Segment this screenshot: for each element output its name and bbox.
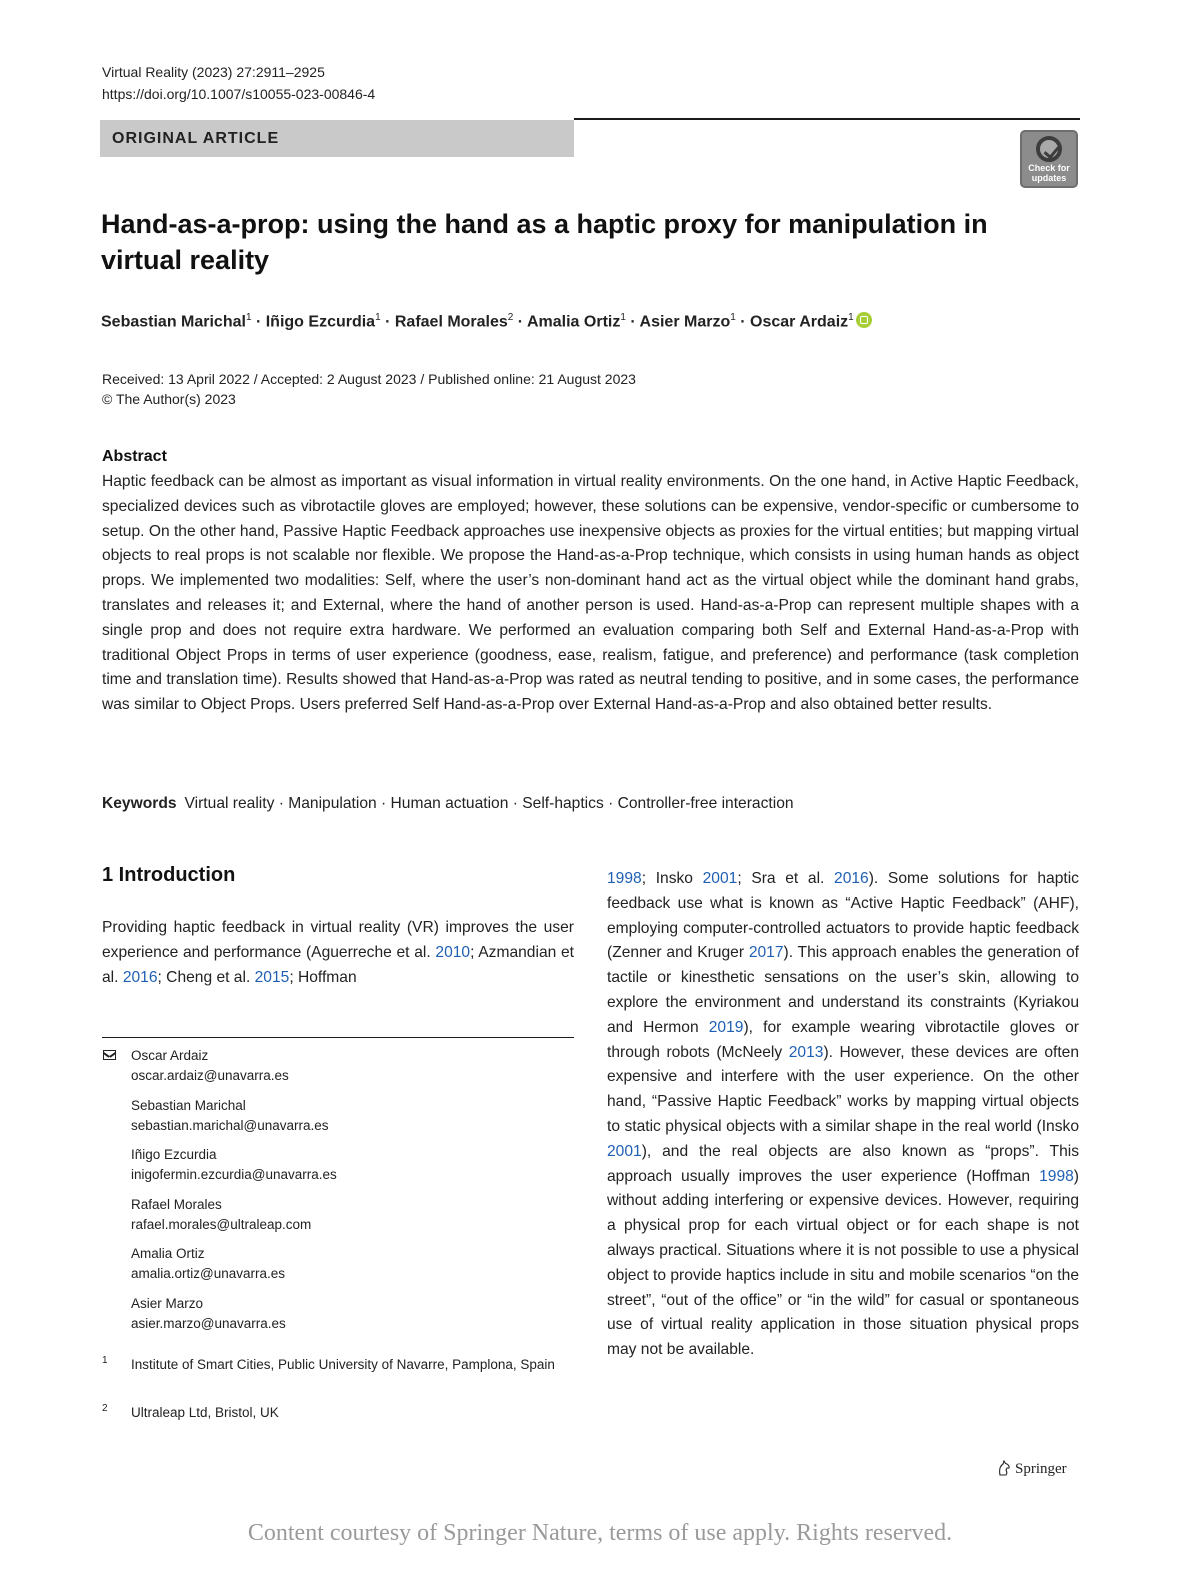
contact-name: Asier Marzo (131, 1295, 204, 1311)
check-updates-label: Check for updates (1028, 163, 1070, 183)
contact-entry (102, 1195, 574, 1235)
affiliation-text: Ultraleap Ltd, Bristol, UK (131, 1405, 279, 1420)
body-text: Providing haptic feedback in virtual reality (VR) improves the user experience and performance (Aguerreche et al. (102, 919, 574, 961)
contact-divider (102, 1037, 574, 1038)
affiliation-2 (102, 1402, 574, 1423)
springer-wordmark: Springer (1015, 1461, 1067, 1477)
affiliation-number: 1 (102, 1355, 108, 1366)
author-name[interactable]: Asier Marzo (639, 313, 731, 331)
copyright-notice: © The Author(s) 2023 (102, 391, 236, 407)
body-text: ). Some solutions for haptic feedback use what is known as “Active Haptic Feedback” (AHF), employing computer-controlled actuators to provide haptic feedback (Zenner and Kruger (607, 870, 1079, 962)
contact-email-link[interactable]: inigofermin.ezcurdia@unavarra.es (131, 1167, 337, 1183)
mail-icon (103, 1050, 116, 1060)
abstract-body: Haptic feedback can be almost as important as visual information in virtual reality environments. On the one hand, in Active Haptic Feedback, specialized devices such as vibrotactile gloves are employed; however, these solutions can be expensive, vendor-specific or cumbersome to setup. On the other hand, Passive Haptic Feedback approaches use inexpensive objects as proxies for the virtual entities; but mapping virtual objects to real props is not scalable nor flexible. We propose the Hand-as-a-Prop technique, which consists in using human hands as object props. We implemented two modalities: Self, where the user’s non-dominant hand act as the virtual object while the dominant hand grabs, translates and releases it; and External, where the hand of another person is used. Hand-as-a-Prop can represent multiple shapes with a single prop and does not require extra hardware. We performed an evaluation comparing both Self and External Hand-as-a-Prop with traditional Object Props in terms of user experience (goodness, ease, realism, fatigue, and preference) and performance (task completion time and translation time). Results showed that Hand-as-a-Prop was rated as neutral tending to positive, and in some cases, the performance was similar to Object Props. Users preferred Self Hand-as-a-Prop over External Hand-as-a-Prop and also obtained better results. (102, 473, 1079, 714)
check-updates-icon (1036, 136, 1062, 162)
contact-name: Amalia Ortiz (131, 1246, 205, 1262)
body-text: ). This approach enables the generation of tactile or kinesthetic sensations on the user’s skin, allowing to explore the environment and understand its constraints (Kyriakou and Hermon (607, 944, 1080, 1036)
author-affiliation-mark: 1 (730, 312, 736, 323)
body-text: ; Azmandian et al. (102, 943, 575, 986)
contact-name: Sebastian Marichal (131, 1097, 246, 1113)
body-text: ), and the real objects are also known as “props”. This approach usually improves the user experience (Hoffman (607, 1142, 1079, 1185)
springer-logo (997, 1460, 1067, 1478)
author-affiliation-mark: 1 (620, 312, 626, 323)
contact-email-link[interactable]: amalia.ortiz@unavarra.es (131, 1266, 286, 1282)
springer-horse-icon (997, 1460, 1011, 1476)
author-affiliation-mark: 2 (507, 312, 514, 323)
citation-year-link[interactable]: 2019 (708, 1018, 744, 1036)
body-text: ; Cheng et al. (157, 968, 255, 986)
body-text: ; Hoffman (289, 968, 357, 986)
journal-citation: Virtual Reality (2023) 27:2911–2925 (102, 64, 325, 80)
contact-email-link[interactable]: sebastian.marichal@unavarra.es (131, 1117, 329, 1133)
orcid-icon[interactable] (856, 312, 872, 328)
body-text: ) without adding interfering or expensive devices. However, requiring a physical prop for each virtual object or for each shape is not always practical. Situations where it is not possible to use a physical object to provide haptics include in situ and mobile scenarios “on the street”, “out of the office” or “in the wild” for casual or spontaneous use of virtual reality application in those situation physical props may not be available. (607, 1167, 1079, 1359)
section-heading-introduction: 1 Introduction (102, 864, 236, 886)
contact-entry (102, 1244, 574, 1284)
affiliation-1 (102, 1354, 574, 1375)
intro-column-left (102, 916, 574, 990)
citation-year-link[interactable]: 2001 (607, 1142, 642, 1160)
courtesy-watermark: Content courtesy of Springer Nature, terms of use apply. Rights reserved. (247, 1520, 953, 1546)
body-text: ). However, these devices are often expensive and interfere with the user experience. On the other hand, “Passive Haptic Feedback” works by mapping virtual objects to static physical objects with a similar shape in the real world (Insko (607, 1043, 1079, 1135)
article-type-band: ORIGINAL ARTICLE (100, 120, 574, 157)
check-for-updates-button[interactable] (1020, 130, 1078, 188)
body-text: ), for example wearing vibrotactile gloves or through robots (McNeely (607, 1018, 1079, 1061)
author-affiliation-mark: 1 (375, 312, 381, 323)
body-text: ; Sra et al. (737, 870, 835, 887)
contact-name: Iñigo Ezcurdia (131, 1147, 217, 1163)
intro-column-right (607, 867, 1079, 1363)
contact-email-link[interactable]: oscar.ardaiz@unavarra.es (131, 1068, 289, 1083)
affiliation-number: 2 (102, 1403, 108, 1414)
paper-title: Hand-as-a-prop: using the hand as a haptic proxy for manipulation in virtual reality (101, 209, 988, 275)
author-name[interactable]: Iñigo Ezcurdia (265, 313, 376, 331)
header-rule (574, 118, 1080, 120)
author-name[interactable]: Oscar Ardaiz (750, 313, 849, 331)
author-contacts (102, 1046, 574, 1344)
contact-name: Rafael Morales (131, 1196, 222, 1212)
citation-year-link[interactable]: 1998 (1039, 1167, 1074, 1185)
author-list: Sebastian Marichal$^1$ · Iñigo Ezcurdia$^1$ · Rafael Morales$^2$ · Amalia Ortiz$^1$ · Asier Marzo$^1$ · Oscar Ardaiz$^1$ (101, 312, 872, 331)
contact-email-link[interactable]: asier.marzo@unavarra.es (131, 1315, 286, 1331)
contact-name: Oscar Ardaiz (131, 1048, 209, 1063)
contact-email-link[interactable]: rafael.morales@ultraleap.com (131, 1216, 312, 1232)
citation-year-link[interactable]: 2010 (435, 943, 471, 961)
keywords-label: Keywords (102, 795, 177, 812)
author-affiliation-mark: 1 (848, 312, 854, 323)
abstract-heading: Abstract (102, 448, 167, 465)
keywords (102, 795, 794, 813)
contact-entry (102, 1145, 574, 1185)
citation-year-link[interactable]: 2017 (748, 944, 784, 962)
citation-year-link[interactable]: 2016 (122, 968, 158, 986)
affiliation-text: Institute of Smart Cities, Public University of Navarre, Pamplona, Spain (131, 1357, 555, 1372)
citation-year-link[interactable]: 2001 (702, 870, 738, 887)
doi-link[interactable]: https://doi.org/10.1007/s10055-023-00846-4 (102, 86, 376, 102)
keywords-text: Virtual reality · Manipulation · Human actuation · Self-haptics · Controller-free interaction (184, 795, 794, 812)
publication-dates: Received: 13 April 2022 / Accepted: 2 August 2023 / Published online: 21 August 2023 (102, 371, 636, 387)
author-affiliation-mark: 1 (245, 312, 252, 323)
author-name[interactable]: Rafael Morales (394, 313, 508, 331)
citation-year-link[interactable]: 2016 (834, 870, 869, 887)
contact-entry (102, 1294, 574, 1334)
citation-year-link[interactable]: 2015 (254, 968, 290, 986)
contact-entry (102, 1046, 574, 1086)
body-text: ; Insko (641, 870, 703, 887)
citation-year-link[interactable]: 2013 (788, 1043, 824, 1061)
author-name[interactable]: Sebastian Marichal (101, 313, 246, 331)
contact-entry (102, 1096, 574, 1136)
citation-year-link[interactable]: 1998 (607, 870, 642, 887)
author-name[interactable]: Amalia Ortiz (526, 313, 621, 331)
